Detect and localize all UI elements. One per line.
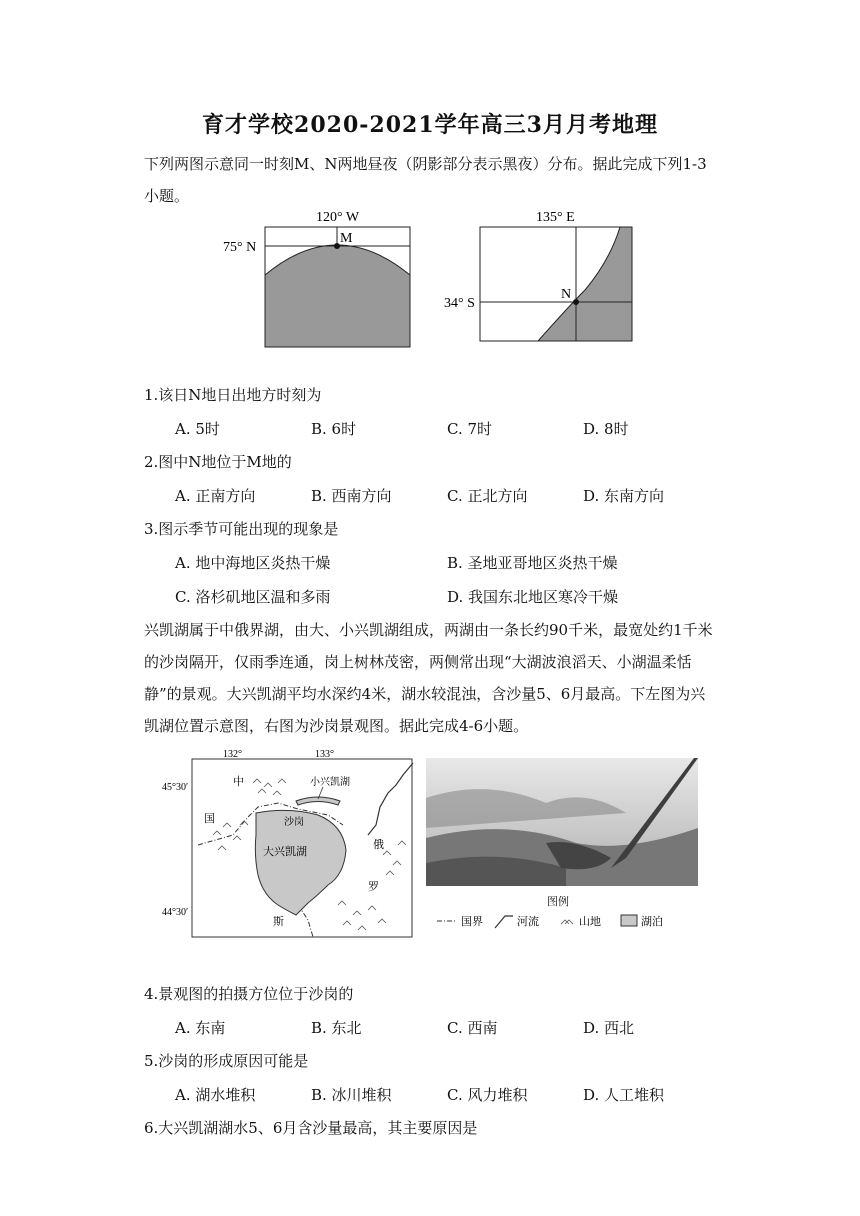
q5-option-d[interactable]: D. 人工堆积 [583, 1086, 665, 1104]
legend-border: 国界 [461, 916, 483, 928]
question-1-stem: 1.该日N地日出地方时刻为 [144, 386, 322, 404]
sand-label: 沙岗 [284, 817, 304, 828]
label-zhong: 中 [233, 776, 244, 788]
map-lon-133: 133° [315, 749, 334, 760]
xingkai-lake-map [158, 745, 418, 940]
label-e: 俄 [373, 839, 384, 851]
map-lat-4530: 45°30′ [162, 782, 189, 793]
q1-option-a[interactable]: A. 5时 [175, 420, 220, 438]
q3-option-d[interactable]: D. 我国东北地区寒冷干燥 [447, 588, 619, 606]
q4-option-a[interactable]: A. 东南 [175, 1019, 226, 1037]
q1-option-c[interactable]: C. 7时 [447, 420, 493, 438]
legend-lake: 湖泊 [641, 916, 663, 928]
lat-label-m: 75° N [223, 240, 257, 255]
label-luo: 罗 [368, 881, 379, 893]
q5-option-a[interactable]: A. 湖水堆积 [175, 1086, 256, 1104]
label-guo: 国 [204, 813, 215, 825]
q3-option-b[interactable]: B. 圣地亚哥地区炎热干燥 [447, 554, 618, 572]
question-2-stem: 2.图中N地位于M地的 [144, 453, 292, 471]
q1-option-d[interactable]: D. 8时 [583, 420, 629, 438]
question-6-stem: 6.大兴凯湖湖水5、6月含沙量最高，其主要原因是 [144, 1119, 478, 1137]
q2-option-b[interactable]: B. 西南方向 [311, 487, 392, 505]
q2-option-a[interactable]: A. 正南方向 [175, 487, 256, 505]
q4-option-d[interactable]: D. 西北 [583, 1019, 635, 1037]
legend-river: 河流 [517, 916, 539, 928]
q3-option-c[interactable]: C. 洛杉矶地区温和多雨 [175, 588, 331, 606]
intro-paragraph-1: 下列两图示意同一时刻M、N两地昼夜（阴影部分表示黑夜）分布。据此完成下列1-3小题。 [144, 155, 707, 205]
map-lat-4430: 44°30′ [162, 907, 189, 918]
lon-label-m: 120° W [316, 210, 360, 225]
big-lake-label: 大兴凯湖 [263, 846, 307, 858]
panel-m [223, 210, 410, 347]
day-night-figure [210, 205, 650, 355]
q5-option-c[interactable]: C. 风力堆积 [447, 1086, 528, 1104]
sand-ridge-photo [426, 758, 698, 886]
question-4-stem: 4.景观图的拍摄方位位于沙岗的 [144, 985, 354, 1003]
panel-n [444, 210, 632, 341]
map-lon-132: 132° [223, 749, 242, 760]
question-3-stem: 3.图示季节可能出现的现象是 [144, 520, 339, 538]
q2-option-c[interactable]: C. 正北方向 [447, 487, 528, 505]
lon-label-n: 135° E [536, 210, 575, 225]
lat-label-n: 34° S [444, 296, 475, 311]
q1-option-b[interactable]: B. 6时 [311, 420, 357, 438]
small-lake-label: 小兴凯湖 [310, 777, 350, 788]
q4-option-b[interactable]: B. 东北 [311, 1019, 362, 1037]
page-title: 育才学校2020-2021学年高三3月月考地理 [202, 112, 658, 138]
q4-option-c[interactable]: C. 西南 [447, 1019, 498, 1037]
legend-mountain: 山地 [579, 916, 601, 928]
label-si: 斯 [273, 916, 284, 928]
q2-option-d[interactable]: D. 东南方向 [583, 487, 665, 505]
point-n: N [561, 287, 572, 302]
q5-option-b[interactable]: B. 冰川堆积 [311, 1086, 392, 1104]
question-5-stem: 5.沙岗的形成原因可能是 [144, 1052, 309, 1070]
intro-paragraph-2: 兴凯湖属于中俄界湖，由大、小兴凯湖组成，两湖由一条长约90千米，最宽处约1千米的沙岗隔开，仅雨季连通，岗上树林茂密，两侧常出现“大湖波浪滔天、小湖温柔恬静”的景观。大兴凯湖平均水深约4米，湖水较混浊，含沙量5、6月最高。下左图为兴凯湖位置示意图，右图为沙岗景观图。据此完成4-6小题。 [144, 621, 713, 735]
q3-option-a[interactable]: A. 地中海地区炎热干燥 [175, 554, 331, 572]
point-m: M [340, 231, 353, 246]
legend-title: 图例 [547, 895, 569, 908]
map-legend [433, 908, 703, 934]
